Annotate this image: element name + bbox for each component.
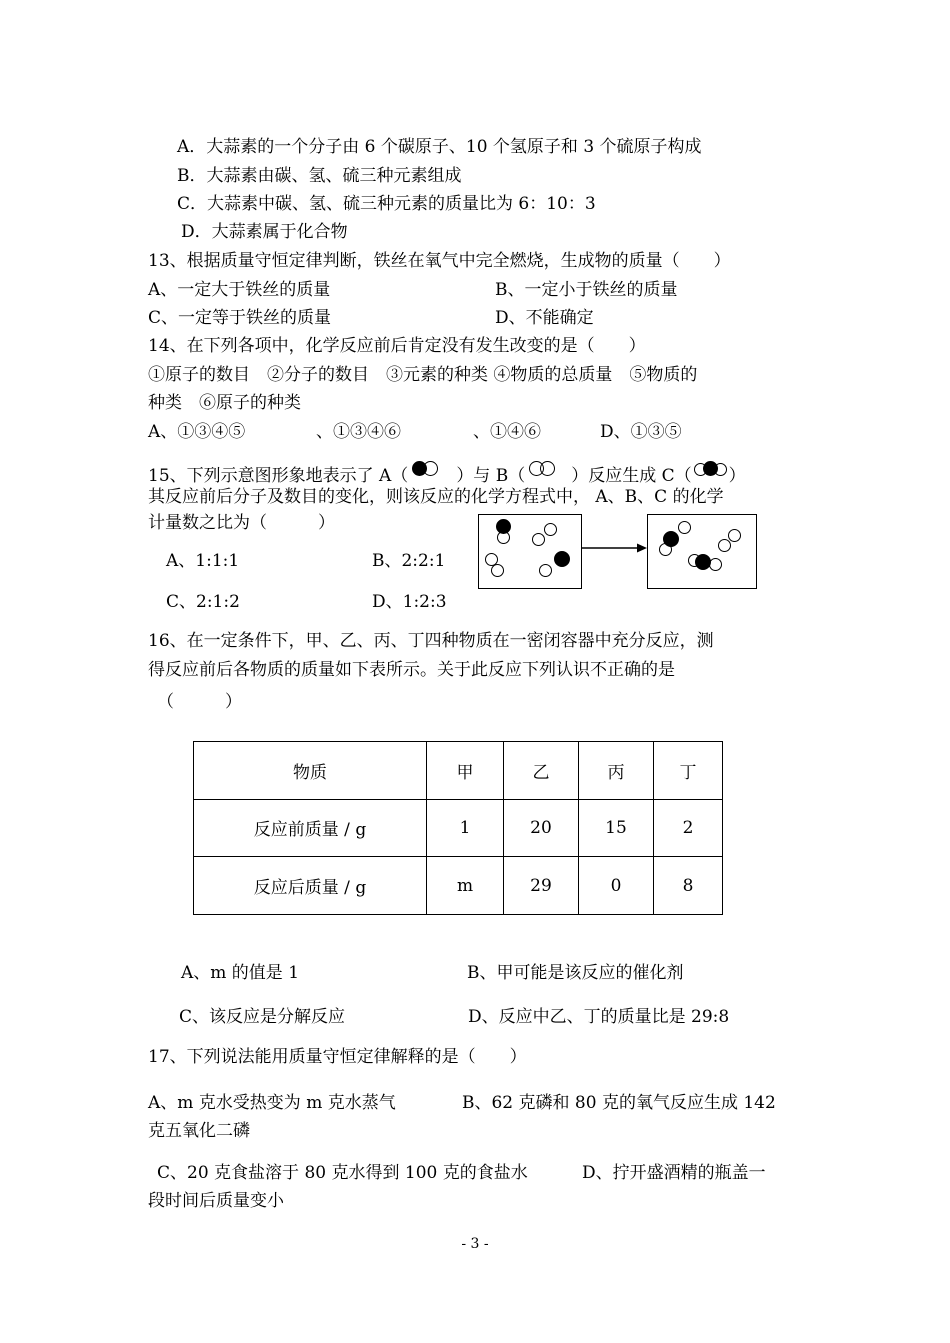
q12-option-a: A．大蒜素的一个分子由 6 个碳原子、10 个氢原子和 3 个硫原子构成	[177, 137, 702, 157]
q14-option-d: D、①③⑤	[600, 422, 682, 442]
q14-option-c: 、①④⑥	[473, 422, 541, 442]
q12-option-b: B．大蒜素由碳、氢、硫三种元素组成	[177, 166, 462, 186]
q13-stem: 13、根据质量守恒定律判断，铁丝在氧气中完全燃烧，生成物的质量（ ）	[148, 251, 731, 271]
table-cell: 反应前质量 / g	[194, 799, 427, 857]
q17-option-b-line1: B、62 克磷和 80 克的氧气反应生成 142	[462, 1093, 776, 1113]
table-cell: m	[427, 857, 504, 915]
table-header-cell: 乙	[504, 742, 579, 800]
q15-stem-line1	[148, 459, 746, 487]
reaction-before-box	[478, 514, 582, 589]
molecule-c-icon	[694, 459, 727, 481]
table-row	[194, 857, 723, 915]
q17-option-b-line2: 克五氧化二磷	[148, 1121, 250, 1141]
reaction-after-box	[647, 514, 757, 589]
q13-option-a: A、一定大于铁丝的质量	[148, 280, 331, 300]
mass-table	[193, 741, 723, 915]
molecule-b-icon	[485, 553, 513, 583]
page-number: - 3 -	[461, 1236, 489, 1252]
q16-stem-line3: （ ）	[157, 692, 242, 712]
q16-option-b: B、甲可能是该反应的催化剂	[467, 963, 684, 983]
molecule-c-icon	[663, 521, 699, 555]
q16-option-d: D、反应中乙、丁的质量比是 29:8	[468, 1007, 730, 1027]
table-cell: 0	[579, 857, 654, 915]
q17-option-a: A、m 克水受热变为 m 克水蒸气	[148, 1093, 396, 1113]
q15-stem-part-c: ）反应生成 C（	[571, 466, 692, 486]
table-cell: 15	[579, 799, 654, 857]
q12-option-c: C．大蒜素中碳、氢、硫三种元素的质量比为 6：10：3	[177, 194, 596, 214]
q17-option-c: C、20 克食盐溶于 80 克水得到 100 克的食盐水	[157, 1163, 528, 1183]
q15-option-d: D、1:2:3	[372, 592, 447, 612]
q16-stem-line2: 得反应前后各物质的质量如下表所示。关于此反应下列认识不正确的是	[148, 660, 675, 680]
q15-stem-part-d: ）	[728, 466, 746, 486]
q17-option-d-line1: D、拧开盛酒精的瓶盖一	[582, 1163, 766, 1183]
molecule-b-icon	[722, 529, 748, 553]
molecule-c-icon	[688, 551, 738, 575]
table-header-cell: 甲	[427, 742, 504, 800]
q13-option-c: C、一定等于铁丝的质量	[148, 308, 332, 328]
q15-stem-line2: 其反应前后分子及数目的变化，则该反应的化学方程式中， A、B、C 的化学	[148, 487, 724, 507]
reaction-arrow-icon	[580, 541, 648, 555]
q17-option-d-line2: 段时间后质量变小	[148, 1191, 284, 1211]
table-cell: 20	[504, 799, 579, 857]
q14-option-b: 、①③④⑥	[316, 422, 401, 442]
q16-option-a: A、m 的值是 1	[181, 963, 300, 983]
table-cell: 8	[654, 857, 723, 915]
table-header-row	[194, 742, 723, 800]
q14-items-line1: ①原子的数目 ②分子的数目 ③元素的种类 ④物质的总质量 ⑤物质的	[148, 365, 698, 385]
q14-stem: 14、在下列各项中，化学反应前后肯定没有发生改变的是（ ）	[148, 336, 646, 356]
q12-option-d: D．大蒜素属于化合物	[181, 222, 348, 242]
q16-stem-line1: 16、在一定条件下，甲、乙、丙、丁四种物质在一密闭容器中充分反应，测	[148, 631, 714, 651]
q13-option-b: B、一定小于铁丝的质量	[495, 280, 678, 300]
q15-stem-line3: 计量数之比为（ ）	[148, 513, 335, 533]
table-cell: 1	[427, 799, 504, 857]
molecule-b-icon	[529, 459, 555, 481]
q15-option-c: C、2:1:2	[166, 592, 240, 612]
q16-option-c: C、该反应是分解反应	[179, 1007, 346, 1027]
molecule-a-icon	[412, 459, 438, 481]
molecule-a-icon	[543, 551, 573, 581]
molecule-a-icon	[496, 519, 512, 544]
q15-option-b: B、2:2:1	[372, 551, 446, 571]
table-header-cell: 丁	[654, 742, 723, 800]
q14-items-line2: 种类 ⑥原子的种类	[148, 393, 301, 413]
q15-option-a: A、1:1:1	[166, 551, 240, 571]
table-row	[194, 799, 723, 857]
q15-stem-part-a: 15、下列示意图形象地表示了 A（	[148, 466, 409, 486]
table-header-cell: 丙	[579, 742, 654, 800]
table-cell: 2	[654, 799, 723, 857]
table-cell: 29	[504, 857, 579, 915]
q13-option-d: D、不能确定	[495, 308, 594, 328]
q15-stem-part-b: ）与 B（	[456, 466, 526, 486]
q14-option-a: A、①③④⑤	[148, 422, 246, 442]
molecule-b-icon	[536, 523, 562, 549]
table-cell: 反应后质量 / g	[194, 857, 427, 915]
q17-stem: 17、下列说法能用质量守恒定律解释的是（ ）	[148, 1047, 527, 1067]
table-header-cell: 物质	[194, 742, 427, 800]
